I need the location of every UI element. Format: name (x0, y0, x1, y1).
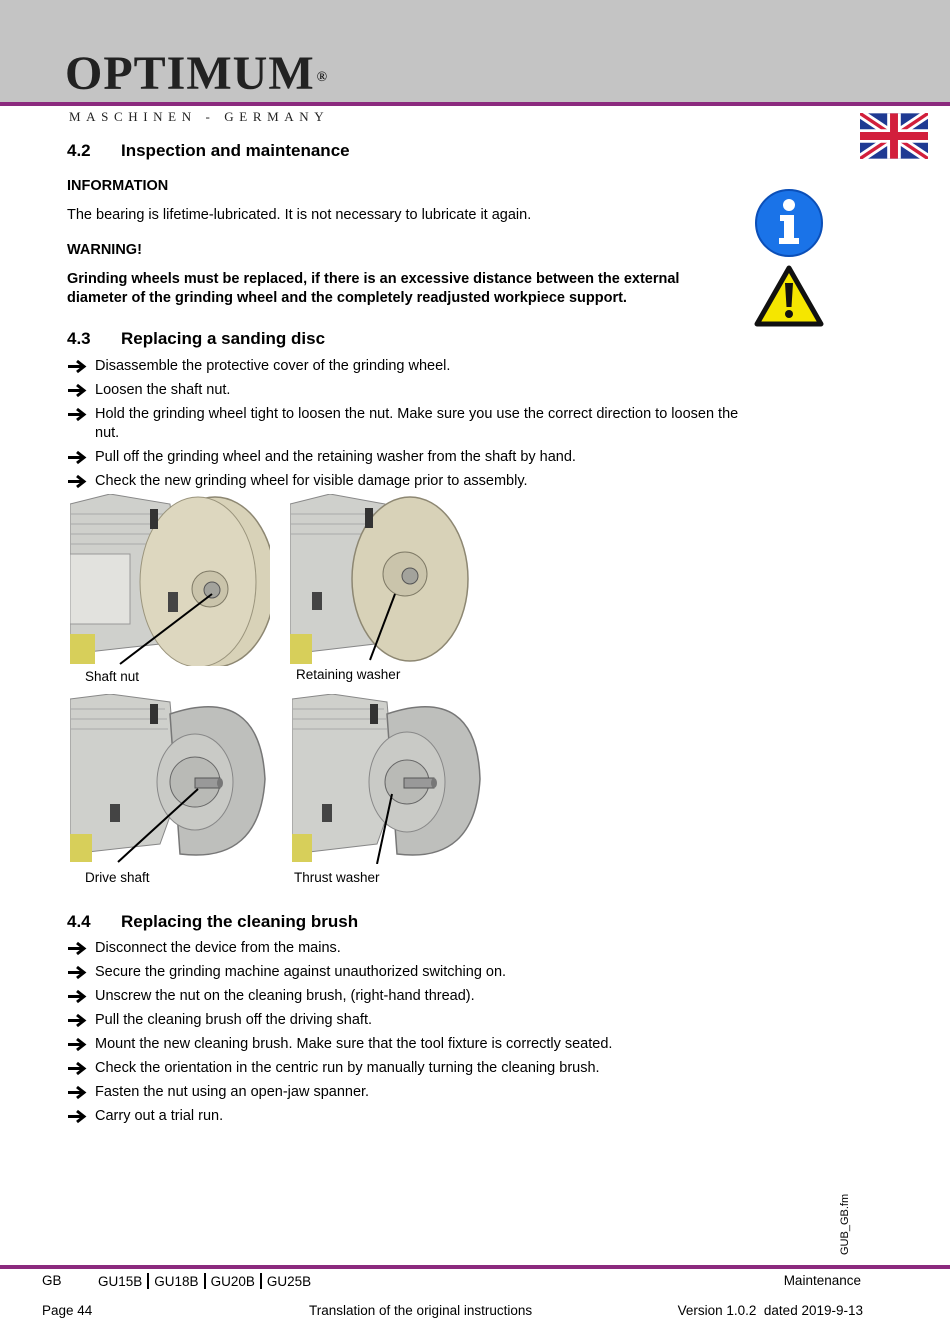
list-item (67, 1107, 747, 1126)
caption-drive-shaft: Drive shaft (85, 870, 150, 885)
arrow-right-icon (67, 474, 89, 489)
section-number: 4.4 (67, 912, 91, 931)
model-separator (260, 1273, 262, 1289)
step-text: Check the orientation in the centric run by manually turning the cleaning brush. (95, 1060, 600, 1076)
arrow-right-icon (67, 989, 89, 1004)
model-label: GU20B (210, 1274, 255, 1289)
arrow-right-icon (67, 1109, 89, 1124)
list-item (67, 1035, 747, 1054)
arrow-right-icon (67, 450, 89, 465)
arrow-right-icon (67, 965, 89, 980)
warning-text-line-2: diameter of the grinding wheel and the completely readjusted workpiece support. (67, 290, 627, 306)
registered-mark: ® (316, 70, 329, 85)
caption-thrust-washer: Thrust washer (294, 870, 380, 885)
list-item (67, 963, 747, 982)
footer-language: GB (42, 1273, 62, 1288)
step-text: Hold the grinding wheel tight to loosen the nut. Make sure you use the correct direction to loosen the nut. (95, 406, 739, 441)
step-text: Mount the new cleaning brush. Make sure that the tool fixture is correctly seated. (95, 1036, 613, 1052)
footer-translation-note: Translation of the original instructions (309, 1303, 533, 1318)
step-text: Carry out a trial run. (95, 1108, 224, 1124)
section-title: Replacing a sanding disc (121, 329, 326, 348)
list-item (67, 987, 747, 1006)
model-separator (204, 1273, 206, 1289)
list-item (67, 357, 747, 376)
caption-shaft-nut: Shaft nut (85, 669, 140, 684)
section-number: 4.3 (67, 329, 91, 348)
section-heading-4-3 (67, 329, 325, 349)
footer-section: Maintenance (783, 1273, 861, 1288)
drive-shaft-illustration (70, 694, 270, 864)
footer-divider (0, 1265, 950, 1269)
logo-text: OPTIMUM (65, 47, 315, 100)
arrow-right-icon (67, 407, 89, 422)
step-text: Disassemble the protective cover of the grinding wheel. (95, 358, 451, 374)
thrust-washer-illustration (292, 694, 482, 864)
information-text: The bearing is lifetime-lubricated. It is not necessary to lubricate it again. (67, 207, 532, 223)
arrow-right-icon (67, 1061, 89, 1076)
step-text: Secure the grinding machine against unauthorized switching on. (95, 964, 507, 980)
info-icon (754, 188, 824, 258)
footer-version: Version 1.0.2 dated 2019-9-13 (677, 1303, 863, 1318)
information-heading: INFORMATION (67, 178, 169, 194)
list-item (67, 1011, 747, 1030)
list-item (67, 381, 747, 400)
section-number: 4.2 (67, 141, 91, 160)
step-text: Fasten the nut using an open-jaw spanner. (95, 1084, 370, 1100)
step-text: Loosen the shaft nut. (95, 382, 231, 398)
page-number: Page 44 (42, 1303, 93, 1318)
warning-icon (754, 265, 824, 327)
step-text: Check the new grinding wheel for visible damage prior to assembly. (95, 473, 528, 489)
uk-flag-icon (860, 113, 928, 159)
model-separator (147, 1273, 149, 1289)
section-heading-4-4 (67, 912, 358, 932)
model-label: GU15B (98, 1274, 143, 1289)
list-item (67, 1083, 747, 1102)
list-item (67, 405, 747, 443)
arrow-right-icon (67, 1037, 89, 1052)
warning-text-line-1: Grinding wheels must be replaced, if there is an excessive distance between the external (67, 271, 680, 287)
arrow-right-icon (67, 941, 89, 956)
sanding-disc-steps (67, 357, 747, 496)
step-text: Unscrew the nut on the cleaning brush, (right-hand thread). (95, 988, 475, 1004)
brand-tagline: MASCHINEN - GERMANY (69, 109, 330, 124)
model-label: GU25B (266, 1274, 312, 1289)
step-text: Disconnect the device from the mains. (95, 940, 341, 956)
file-name: GUB_GB.fm (839, 1193, 851, 1255)
list-item (67, 1059, 747, 1078)
cleaning-brush-steps (67, 939, 747, 1131)
section-heading-4-2 (67, 141, 350, 161)
step-text: Pull off the grinding wheel and the retaining washer from the shaft by hand. (95, 449, 576, 465)
section-title: Inspection and maintenance (121, 141, 350, 160)
list-item (67, 472, 747, 491)
footer-models (98, 1273, 311, 1289)
caption-retaining-washer: Retaining washer (296, 667, 401, 682)
list-item (67, 448, 747, 467)
brand-logo (65, 47, 329, 100)
arrow-right-icon (67, 1013, 89, 1028)
warning-heading: WARNING! (67, 242, 142, 258)
arrow-right-icon (67, 359, 89, 374)
arrow-right-icon (67, 383, 89, 398)
list-item (67, 939, 747, 958)
arrow-right-icon (67, 1085, 89, 1100)
retaining-washer-illustration (290, 494, 470, 666)
section-title: Replacing the cleaning brush (121, 912, 359, 931)
step-text: Pull the cleaning brush off the driving shaft. (95, 1012, 373, 1028)
header-divider (0, 102, 950, 106)
model-label: GU18B (154, 1274, 199, 1289)
shaft-nut-illustration (70, 494, 270, 666)
